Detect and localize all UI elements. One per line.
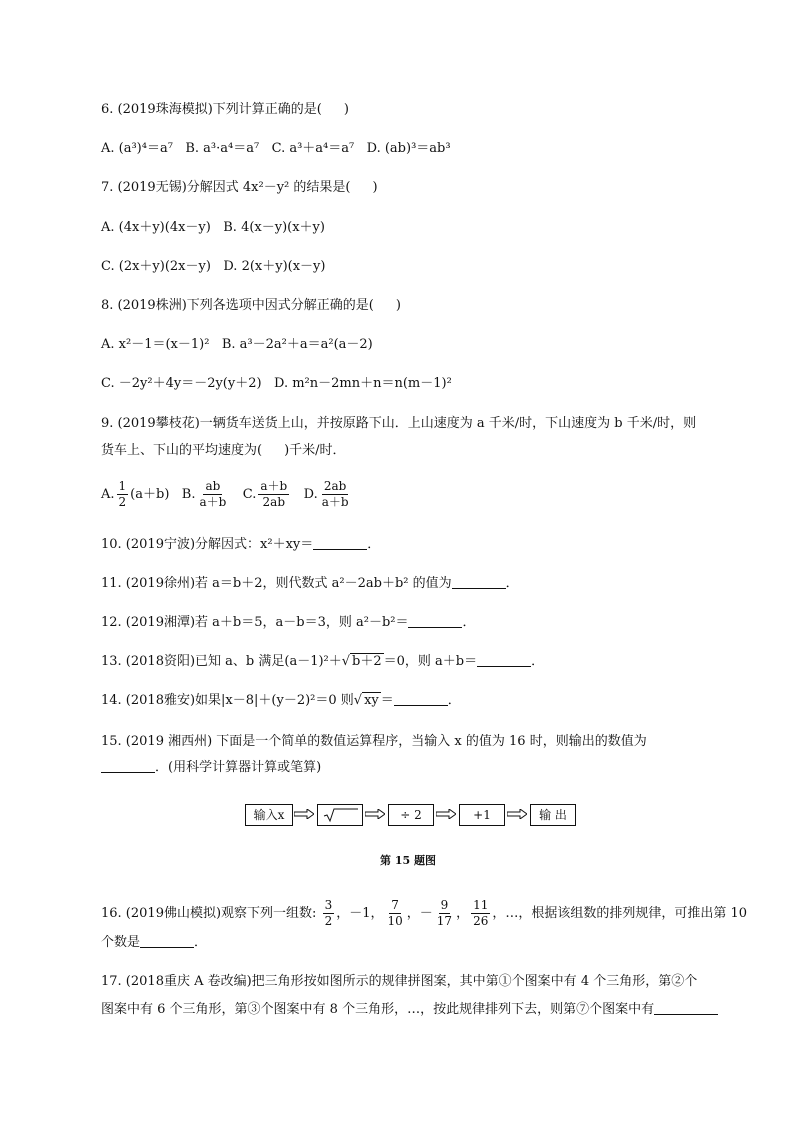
q8-options-cd: C. －2y²＋4y＝－2y(y＋2) D. m²n－2mn＋n＝n(m－1)² (101, 376, 452, 391)
q9-frac-d: $\frac{2ab}{a+b}$ (321, 479, 349, 509)
flow-arrow-icon (507, 809, 527, 819)
q7-options-cd: C. (2x＋y)(2x－y) D. 2(x＋y)(x－y) (101, 259, 326, 274)
q16-term-4: $\frac{9}{17}$ (436, 898, 453, 928)
q8-stem: 8. (2019株洲)下列各选项中因式分解正确的是( ) (101, 298, 401, 313)
q14: 14. (2018雅安)如果|x－8|＋(y－2)²＝0 则√ xy ＝ ． (101, 693, 461, 708)
q14-radicand: xy (364, 693, 379, 708)
q16-term-3: $\frac{7}{10}$ (387, 898, 403, 928)
q14-answer-blank (394, 693, 448, 706)
q9-line1: 9. (2019攀枝花)一辆货车送货上山，并按原路下山．上山速度为 a 千米/时，下山速度为 b 千米/时，则 (101, 416, 697, 431)
flow-arrow-icon (294, 809, 314, 819)
q13: 13. (2018资阳)已知 a、b 满足(a－1)²＋√ b＋2 ＝0，则 a＋b＝ ． (101, 654, 545, 669)
flow-input-box: 输入x (245, 804, 293, 826)
q7-options-ab: A. (4x＋y)(4x－y) B. 4(x－y)(x＋y) (101, 220, 325, 235)
q16-term-5: $\frac{11}{26}$ (473, 898, 489, 928)
flow-output-box: 输 出 (530, 804, 576, 826)
q17-line1: 17. (2018重庆 A 卷改编)把三角形按如图所示的规律拼图案，其中第①个图案中有 4 个三角形，第②个 (101, 974, 698, 989)
q15-line2: ．(用科学计算器计算或笔算) (101, 759, 321, 777)
q12: 12. (2019湘潭)若 a＋b＝5，a－b＝3，则 a²－b²＝ ． (101, 615, 476, 630)
q6-stem: 6. (2019珠海模拟)下列计算正确的是( ) (101, 102, 349, 117)
q9-options: A. $\frac{1}{2}$ (a＋b) B. $\frac{ab}{a+b}$ C. $\frac{a+b}{2ab}$ D. $\frac{2ab}{a+b}$ (101, 479, 349, 509)
flow-sqrt-box (317, 804, 363, 826)
q8-options-ab: A. x²－1＝(x－1)² B. a³－2a²＋a＝a²(a－2) (101, 337, 373, 352)
q9-frac-c: $\frac{a+b}{2ab}$ (260, 479, 288, 509)
q16-line2: 个数是 ． (101, 935, 208, 950)
q16-answer-blank (140, 935, 194, 948)
flow-add-box: +1 (459, 804, 505, 826)
flow-arrow-icon (365, 809, 385, 819)
sqrt-icon (320, 806, 360, 824)
q17-answer-blank (654, 1002, 718, 1015)
q12-answer-blank (408, 615, 462, 628)
flow-divide-box: ÷ 2 (388, 804, 434, 826)
q10: 10. (2019宁波)分解因式：x²＋xy＝ ． (101, 537, 381, 552)
q6-options: A. (a³)⁴＝a⁷ B. a³·a⁴＝a⁷ C. a³＋a⁴＝a⁷ D. (ab)³＝ab³ (101, 141, 451, 156)
q16-line1: 16. (2019佛山模拟)观察下列一组数: $\frac{3}{2}$ ，－1， $\frac{7}{10}$ ，－ $\frac{9}{17}$ ， $\frac{11}{26}$ ，…，根据该组数的排列规律，可推出第 10 (101, 898, 748, 928)
q15-line1: 15. (2019 湘西州) 下面是一个简单的数值运算程序，当输入 x 的值为 16 时，则输出的数值为 (101, 734, 647, 749)
q15-figure-caption: 第 15 题图 (380, 854, 436, 867)
q7-stem: 7. (2019无锡)分解因式 4x²－y² 的结果是( ) (101, 180, 378, 195)
q10-answer-blank (313, 537, 367, 550)
q9-line2: 货车上、下山的平均速度为( )千米/时． (101, 443, 346, 458)
q15-answer-blank (101, 760, 155, 773)
q16-term-1: $\frac{3}{2}$ (324, 898, 333, 928)
q13-answer-blank (477, 654, 531, 667)
q9-frac-b: $\frac{ab}{a+b}$ (199, 479, 227, 509)
flow-arrow-icon (436, 809, 456, 819)
q11: 11. (2019徐州)若 a＝b＋2，则代数式 a²－2ab＋b² 的值为 ． (101, 576, 519, 591)
q9-frac-a: $\frac{1}{2}$ (118, 479, 127, 509)
q11-answer-blank (452, 576, 506, 589)
q17-line2: 图案中有 6 个三角形，第③个图案中有 8 个三角形，…，按此规律排列下去，则第⑦个图案中有 (101, 1001, 718, 1019)
q13-radicand: b＋2 (352, 654, 382, 669)
